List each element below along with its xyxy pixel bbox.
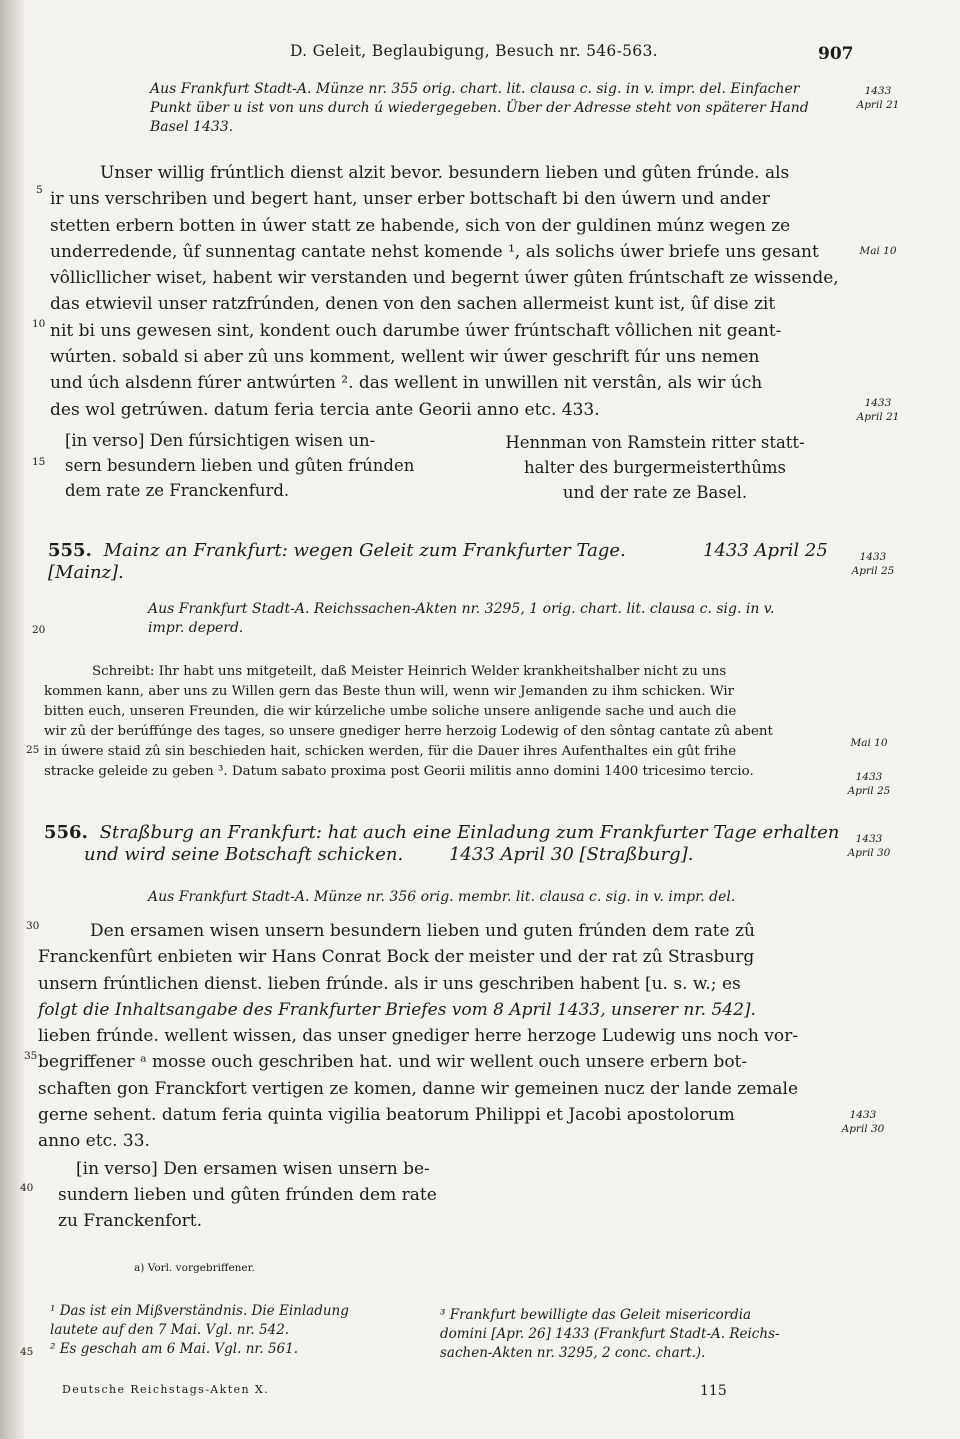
footnote-line: lautete auf den 7 Mai. Vgl. nr. 542. (50, 1322, 290, 1338)
line-number: 20 (32, 624, 46, 636)
doc-number: 555. (48, 540, 92, 561)
margin-day: April 21 (856, 411, 900, 423)
regest-line: in úwere staid zû sin beschieden hait, schicken werden, für die Dauer ihres Aufenthaltes ein gût frihe (44, 744, 737, 759)
text-line: stetten erbern botten in úwer statt ze habende, sich von der guldinen múnz wegen ze (50, 215, 791, 236)
margin-day: April 25 (851, 565, 895, 577)
sender-554 (470, 430, 840, 505)
regest-line: wir zû der berúffúnge des tages, so unsere gnediger herre herzoig Lodewig of den sôntag cantate zû abent (44, 724, 773, 739)
address-line: sern besundern lieben und gûten frúnden (65, 456, 415, 475)
regest-line: Schreibt: Ihr habt uns mitgeteilt, daß Meister Heinrich Welder krankheitshalber nicht zu uns (92, 664, 727, 679)
line-number: 25 (26, 744, 40, 756)
address-554 (65, 428, 445, 503)
margin-date-5 (846, 736, 892, 750)
footnote-line: ² Es geschah am 6 Mai. Vgl. nr. 561. (50, 1341, 299, 1357)
line-number: 40 (20, 1182, 34, 1194)
address-556 (58, 1156, 488, 1234)
line-number: 35 (24, 1050, 38, 1062)
text-line: wúrten. sobald si aber zû uns komment, wellent wir úwer geschrift fúr uns nemen (50, 347, 760, 368)
margin-day: April 30 (847, 847, 891, 859)
page-number: 907 (818, 44, 854, 64)
text-line: schaften gon Franckfort vertigen ze komen, danne wir gemeinen nucz der lande zemale (38, 1078, 799, 1099)
margin-day: Mai 10 (850, 737, 888, 749)
doc-date: 1433 April 30 [Straßburg]. (448, 844, 694, 865)
address-line: zu Franckenfort. (58, 1211, 203, 1231)
footnote-line: domini [Apr. 26] 1433 (Frankfurt Stadt-A. Reichs- (440, 1326, 780, 1342)
heading-555 (48, 540, 848, 584)
sender-line: und der rate ze Basel. (562, 483, 748, 502)
line-number: 10 (32, 318, 46, 330)
regest-line: bitten euch, unseren Freunden, die wir kúrzeliche umbe soliche unsere anligende sache und auch die (44, 704, 737, 719)
sheet-number: 115 (700, 1383, 727, 1399)
running-title: D. Geleit, Beglaubigung, Besuch nr. 546-563. (290, 42, 658, 60)
margin-year: 1433 (864, 85, 892, 97)
text-line: ir uns verschriben und begert hant, unser erber bottschaft bi den úwern und ander (50, 189, 770, 210)
line-number: 30 (26, 920, 40, 932)
margin-date-4 (848, 550, 898, 578)
doc-number: 556. (44, 822, 88, 843)
margin-year: 1433 (855, 833, 883, 845)
footnotes-right (440, 1306, 840, 1363)
margin-date-3 (848, 396, 908, 424)
margin-day: Mai 10 (859, 245, 897, 257)
text-line: Unser willig frúntlich dienst alzit bevor. besundern lieben und gûten frúnde. als (100, 163, 790, 183)
line-number: 45 (20, 1346, 34, 1358)
text-line: gerne sehent. datum feria quinta vigilia beatorum Philippi et Jacobi apostolorum (38, 1105, 735, 1126)
sender-line: Hennman von Ramstein ritter statt- (505, 433, 805, 452)
margin-year: 1433 (859, 551, 887, 563)
footnote-line: ³ Frankfurt bewilligte das Geleit misericordia (440, 1307, 752, 1323)
text-line: begriffener ᵃ mosse ouch geschriben hat. und wir wellent ouch unsere erbern bot- (38, 1052, 748, 1073)
margin-year: 1433 (864, 397, 892, 409)
margin-year: 1433 (855, 771, 883, 783)
margin-date-7 (844, 832, 894, 860)
footnote-line: ¹ Das ist ein Mißverständnis. Die Einladung (50, 1303, 349, 1319)
page-edge-shadow (0, 0, 26, 1439)
address-line: sundern lieben und gûten frúnden dem rate (58, 1185, 437, 1205)
margin-date-1 (848, 84, 908, 112)
text-line: vôllicllicher wiset, habent wir verstanden und begernt úwer gûten frúntschaft ze wissende, (50, 268, 839, 289)
margin-date-6 (846, 770, 892, 798)
margin-date-2 (848, 244, 908, 258)
regest-line: stracke geleide zu geben ³. Datum sabato proxima post Georii militis anno domini 1400 tricesimo tercio. (44, 764, 754, 779)
text-line: folgt die Inhaltsangabe des Frankfurter Briefes vom 8 April 1433, unserer nr. 542]. (38, 999, 756, 1020)
source-line: Aus Frankfurt Stadt-A. Reichssachen-Akten nr. 3295, 1 orig. chart. lit. clausa c. sig. in v. (148, 601, 775, 617)
doc-date: 1433 April 25 (703, 540, 828, 561)
variant-note: a) Vorl. vorgebriffener. (134, 1262, 255, 1274)
address-line: dem rate ze Franckenfurd. (65, 481, 290, 500)
source-note-554: Aus Frankfurt Stadt-A. Münze nr. 355 orig. chart. lit. clausa c. sig. in v. impr. del. Einfacher Punkt über u ist von uns durch ú wiedergegeben. Über der Adresse steht von späterer Hand Basel 1433. (150, 81, 809, 135)
text-line: underredende, ûf sunnentag cantate nehst komende ¹, als solichs úwer briefe uns gesant (50, 241, 819, 262)
text-line: des wol getrúwen. datum feria tercia ante Georii anno etc. 433. (50, 399, 600, 420)
margin-date-8 (838, 1108, 888, 1136)
address-line: [in verso] Den ersamen wisen unsern be- (76, 1159, 430, 1179)
regest-line: kommen kann, aber uns zu Willen gern das Beste thun will, wenn wir Jemanden zu ihm schicken. Wir (44, 684, 735, 699)
source-line: impr. deperd. (148, 620, 244, 636)
doc-summary-cont: und wird seine Botschaft schicken. (84, 844, 404, 865)
margin-day: April 25 (847, 785, 891, 797)
line-number: 15 (32, 456, 46, 468)
regest-555 (44, 662, 844, 782)
volume-signature: Deutsche Reichstags-Akten X. (62, 1383, 269, 1396)
text-line: und úch alsdenn fúrer antwúrten ². das wellent in unwillen nit verstân, als wir úch (50, 373, 763, 394)
footnotes-left (50, 1302, 400, 1359)
footnote-line: sachen-Akten nr. 3295, 2 conc. chart.). (440, 1345, 706, 1361)
address-line: [in verso] Den fúrsichtigen wisen un- (65, 431, 376, 450)
text-line: unsern frúntlichen dienst. lieben frúnde. als ir uns geschriben habent [u. s. w.; es (38, 973, 741, 994)
letter-text-554 (50, 160, 846, 423)
text-line: Franckenfûrt enbieten wir Hans Conrat Bock der meister und der rat zû Strasburg (38, 947, 755, 968)
margin-day: April 30 (841, 1123, 885, 1135)
letter-text-556 (38, 918, 838, 1155)
text-line: Den ersamen wisen unsern besundern lieben und guten frúnden dem rate zû (90, 921, 755, 941)
text-line: lieben frúnde. wellent wissen, das unser gnediger herre herzoge Ludewig uns noch vor- (38, 1026, 798, 1047)
text-line: nit bi uns gewesen sint, kondent ouch darumbe úwer frúntschaft vôllichen nit geant- (50, 320, 782, 341)
doc-summary: Straßburg an Frankfurt: hat auch eine Einladung zum Frankfurter Tage erhalten (99, 822, 840, 843)
text-line: das etwievil unser ratzfrúnden, denen von den sachen allermeist kunt ist, ûf dise zit (50, 294, 776, 315)
line-number: 5 (36, 184, 43, 196)
doc-place: [Mainz]. (48, 562, 124, 583)
source-note-556: Aus Frankfurt Stadt-A. Münze nr. 356 orig. membr. lit. clausa c. sig. in v. impr. del. (148, 889, 736, 905)
margin-day: April 21 (856, 99, 900, 111)
text-line: anno etc. 33. (38, 1131, 150, 1152)
heading-556 (44, 822, 844, 866)
source-note-555 (148, 600, 848, 638)
sender-line: halter des burgermeisterthûms (523, 458, 787, 477)
doc-summary: Mainz an Frankfurt: wegen Geleit zum Frankfurter Tage. (103, 540, 626, 561)
margin-year: 1433 (849, 1109, 877, 1121)
